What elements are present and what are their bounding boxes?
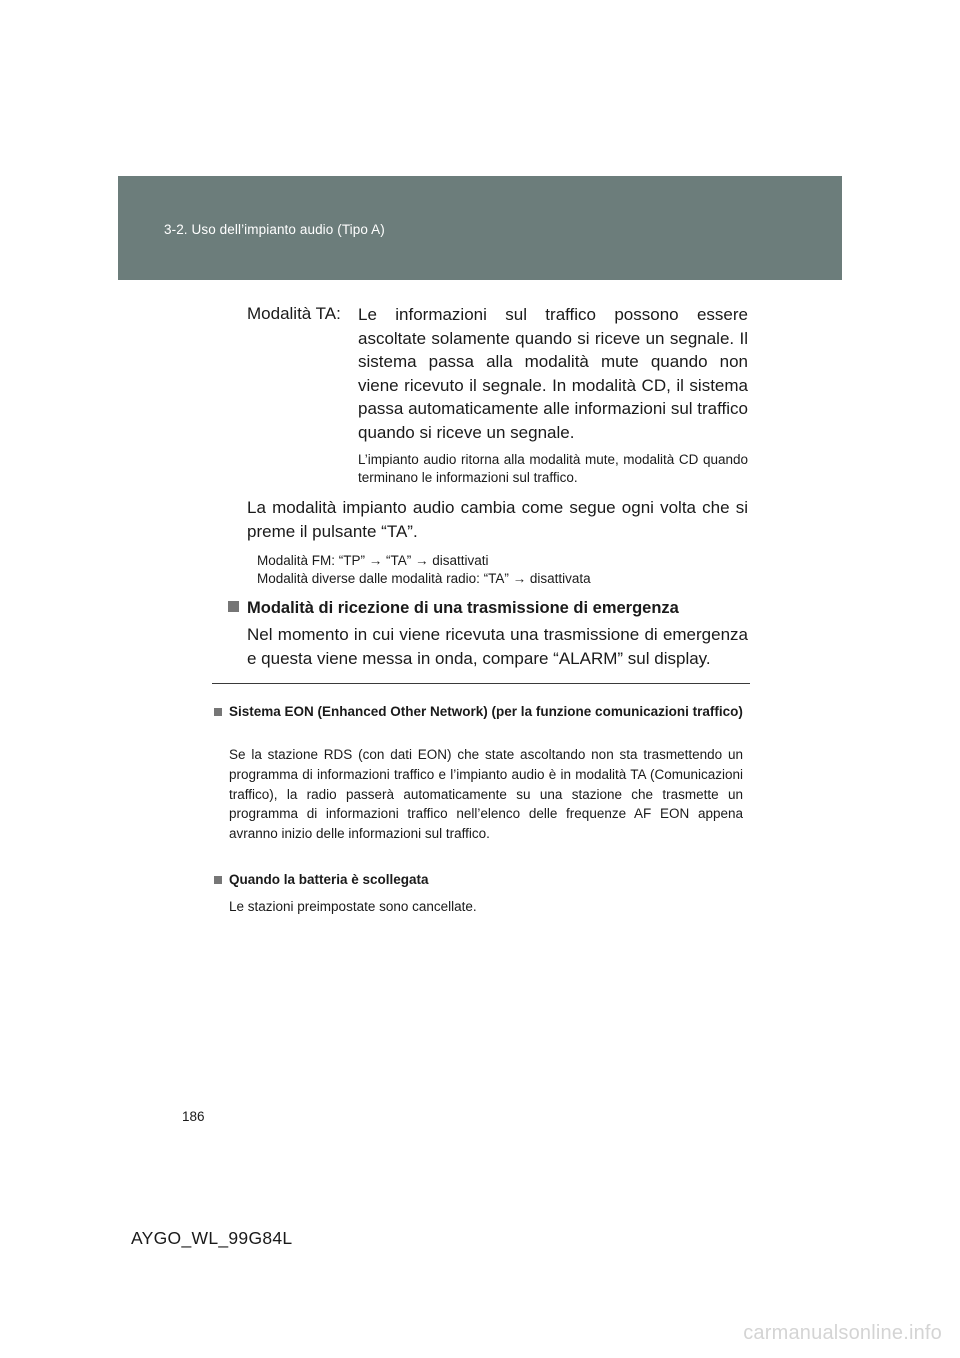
- ta-mode-description: Le informazioni sul traffico possono essere ascoltate solamente quando si riceve un segnale. Il sistema passa alla modalità mute quando non viene ricevuto il segnale. In modalità CD, il sistema passa automaticamente alle informazioni sul traffico quando si riceve un segnale.: [358, 305, 748, 442]
- bullet-square-icon: [228, 601, 239, 612]
- bullet-square-icon: [214, 876, 222, 884]
- page-number: 186: [182, 1109, 205, 1124]
- ta-cycle-list: [257, 552, 591, 588]
- ta-mode-note: L’impianto audio ritorna alla modalità mute, modalità CD quando terminano le informazioni sul traffico.: [358, 452, 748, 485]
- eon-description: Se la stazione RDS (con dati EON) che state ascoltando non sta trasmettendo un programma di informazioni traffico e l’impianto audio è in modalità TA (Comunicazioni traffico), la radio passerà automaticamente su una stazione che trasmette un programma di informazioni traffico nell’elenco delle frequenze AF EON appena avranno inizio delle informazioni sul traffico.: [229, 747, 743, 842]
- eon-heading: Sistema EON (Enhanced Other Network) (per la funzione comunicazioni traffico): [229, 704, 743, 719]
- section-title: 3-2. Uso dell’impianto audio (Tipo A): [164, 222, 385, 237]
- battery-description: Le stazioni preimpostate sono cancellate.: [229, 899, 477, 914]
- ta-mode-label: Modalità TA:: [247, 304, 341, 323]
- watermark-brand: carmanualsonline.info: [743, 1322, 942, 1344]
- section-divider: [212, 683, 750, 684]
- emergency-description: Nel momento in cui viene ricevuta una trasmissione di emergenza e questa viene messa in onda, compare “ALARM” sul display.: [247, 625, 748, 668]
- ta-cycle-fm: Modalità FM: “TP” → “TA” → disattivati: [257, 553, 489, 568]
- emergency-heading: [228, 597, 679, 619]
- ta-button-cycle-text: La modalità impianto audio cambia come segue ogni volta che si preme il pulsante “TA”.: [247, 498, 748, 541]
- emergency-heading-text: Modalità di ricezione di una trasmissione di emergenza: [247, 599, 679, 617]
- document-code: AYGO_WL_99G84L: [131, 1228, 293, 1248]
- bullet-square-icon: [214, 708, 222, 716]
- battery-heading: Quando la batteria è scollegata: [229, 872, 429, 887]
- ta-cycle-other: Modalità diverse dalle modalità radio: “TA” → disattivata: [257, 571, 591, 586]
